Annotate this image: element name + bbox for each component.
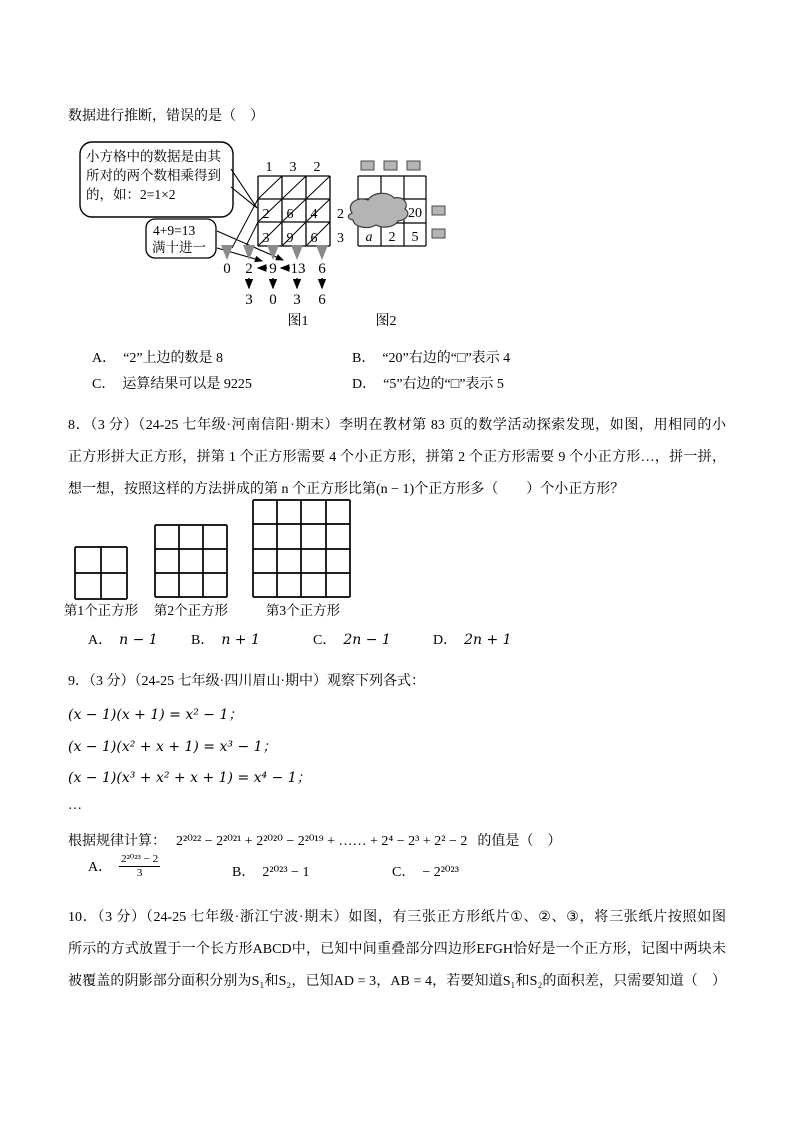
- fig1-result-arrows: [249, 278, 322, 288]
- q7-option-a: [92, 347, 223, 367]
- square2-label: 第2个正方形: [153, 603, 229, 618]
- placeholder-box-icon: [361, 161, 374, 170]
- fig2-cell-20: 20: [408, 206, 422, 221]
- fig1-cell-r1c3: 4: [310, 207, 318, 222]
- option-text: “5”右边的“□”表示 5: [383, 377, 504, 392]
- q8-option-d: [433, 629, 512, 649]
- option-text: 2n + 1: [464, 632, 512, 648]
- fig1-top-label-1: 1: [265, 160, 273, 175]
- q9-rule-label: 根据规律计算：: [68, 834, 166, 849]
- fig1-top-label-3: 3: [289, 160, 297, 175]
- option-text: “20”右边的“□”表示 4: [382, 351, 511, 366]
- speech-bubble-multiply-rule: [80, 142, 257, 217]
- fig1-cell-r2c2: 9: [286, 231, 294, 246]
- option-text: n − 1: [119, 632, 158, 648]
- option-label: B．: [191, 633, 215, 648]
- cloud-blob-icon: [348, 193, 407, 227]
- fig1-sum-2: 2: [245, 261, 253, 277]
- option-label: A．: [92, 351, 117, 366]
- q7-option-c: [92, 373, 252, 393]
- fig1-result-3b: 3: [293, 292, 301, 308]
- fig1-side-label-2: 2: [337, 207, 344, 222]
- q8-option-a: [88, 629, 158, 649]
- fig2-cell-5: 5: [411, 230, 419, 245]
- option-text: 运算结果可以是 9225: [122, 377, 252, 392]
- q9-equation-1: (x − 1)(x + 1) = x² − 1；: [68, 707, 243, 723]
- q9-stem: 9．（3 分）（24-25 七年级·四川眉山·期中）观察下列各式：: [68, 674, 425, 689]
- q10-stem-line2: 所示的方式放置于一个长方形ABCD中，已知中间重叠部分四边形EFGH恰好是一个正方形，记图中两块未: [68, 942, 726, 957]
- q9-option-a: [88, 853, 160, 879]
- option-text: − 2²⁰²³: [422, 865, 459, 880]
- option-text: n + 1: [221, 632, 260, 648]
- option-label: B．: [352, 351, 376, 366]
- q7-option-d: [352, 373, 504, 393]
- fig1-caption: 图1: [287, 314, 309, 329]
- square3-grid: [253, 500, 350, 597]
- q8-option-b: [191, 629, 260, 649]
- q9-equation-2: (x − 1)(x² + x + 1) = x³ − 1；: [68, 739, 277, 755]
- bubble1-line1: 小方格中的数据是由其: [86, 149, 221, 164]
- fig2-covered-grid: [348, 161, 445, 329]
- q7-option-b: [352, 347, 510, 367]
- fig2-caption: 图2: [375, 314, 397, 329]
- q7-stem-tail: 数据进行推断，错误的是（ ）: [68, 109, 264, 124]
- placeholder-box-icon: [432, 229, 445, 238]
- fig1-side-label-3: 3: [337, 231, 344, 246]
- fig1-result-0: 0: [269, 292, 277, 308]
- q8-stem-line1: 8．（3 分）（24-25 七年级·河南信阳·期末）李明在教材第 83 页的数学活动探索发现，如图，用相同的小: [68, 418, 726, 433]
- q9-ellipsis: …: [68, 798, 82, 813]
- q9-option-b: [232, 861, 309, 881]
- bubble2-line2: 满十进一: [152, 240, 206, 255]
- fig2-placeholder-boxes-right: [432, 206, 445, 238]
- option-text: 2n − 1: [343, 632, 391, 648]
- square1-label: 第1个正方形: [63, 603, 139, 618]
- fig1-cell-r2c1: 3: [262, 231, 270, 246]
- fig2-cell-a: a: [365, 230, 373, 245]
- fig1-sum-13: 13: [290, 261, 306, 277]
- q10-stem-line1: 10．（3 分）（24-25 七年级·浙江宁波·期末）如图，有三张正方形纸片①、②、③，将三张纸片按照如图: [68, 910, 726, 925]
- fig2-cell-2: 2: [388, 230, 396, 245]
- fig2-placeholder-boxes-top: [361, 161, 420, 170]
- placeholder-box-icon: [432, 206, 445, 215]
- option-label: C．: [92, 377, 116, 392]
- option-label: D．: [433, 633, 458, 648]
- bubble2-line1: 4+9=13: [153, 223, 196, 238]
- fig1-sum-0: 0: [223, 261, 231, 277]
- bubble1-line2: 所对的两个数相乘得到: [86, 168, 221, 183]
- fig1-diagonal-extensions: [232, 199, 258, 248]
- option-label: D．: [352, 377, 377, 392]
- q8-stem-line2: 正方形拼大正方形，拼第 1 个正方形需要 4 个小正方形，拼第 2 个正方形需要 9 个小正方形…，拼一拼，: [68, 450, 726, 465]
- q8-figure: [60, 495, 380, 623]
- q7-figure: [60, 135, 480, 332]
- option-text: “2”上边的数是 8: [123, 351, 224, 366]
- q9-rule-suffix: 的值是（ ）: [477, 834, 562, 849]
- fig1-cell-r1c1: 2: [262, 207, 270, 222]
- fig1-sum-6: 6: [318, 261, 326, 277]
- fig1-sum-9: 9: [269, 261, 277, 277]
- bubble2-arrow-to-9: [217, 248, 262, 261]
- option-label: A．: [88, 860, 113, 876]
- option-text: 2²⁰²³ − 1: [262, 865, 310, 880]
- option-label: C．: [313, 633, 337, 648]
- q10-stem: [68, 902, 726, 998]
- fig1-result-3a: 3: [245, 292, 253, 308]
- square1-grid: [75, 547, 127, 599]
- fig1-top-label-2: 2: [313, 160, 321, 175]
- square3-label: 第3个正方形: [265, 603, 341, 618]
- q8-stem: [68, 410, 726, 506]
- fraction-denominator: 3: [136, 866, 143, 879]
- fig1-result-6: 6: [318, 292, 326, 308]
- option-label: C．: [392, 865, 416, 880]
- fraction: [119, 853, 160, 879]
- q10-stem-line3: 被覆盖的阴影部分面积分别为S₁和S₂，已知AD = 3，AB = 4，若要知道S₁和S₂的面积差，只需要知道（ ）: [68, 974, 726, 989]
- q8-option-c: [313, 629, 391, 649]
- q9-equation-3: (x − 1)(x³ + x² + x + 1) = x⁴ − 1；: [68, 770, 311, 786]
- q9-rule-expression: 2²⁰²² − 2²⁰²¹ + 2²⁰²⁰ − 2²⁰¹⁹ + …… + 2⁴ − 2³ + 2² − 2: [176, 834, 468, 849]
- placeholder-box-icon: [407, 161, 420, 170]
- option-label: A．: [88, 633, 113, 648]
- square2-grid: [155, 525, 227, 597]
- bubble1-line3: 的，如：2=1×2: [86, 187, 176, 202]
- bubble1-tail: [231, 169, 257, 208]
- fig1-cell-r1c2: 6: [286, 207, 294, 222]
- placeholder-box-icon: [384, 161, 397, 170]
- fraction-numerator: 2²⁰²³ − 2: [121, 853, 159, 865]
- fig1-cell-r2c3: 6: [310, 231, 318, 246]
- q9-option-c: [392, 861, 459, 881]
- q9-rule-line: [68, 826, 726, 858]
- option-label: B．: [232, 865, 256, 880]
- q8-stem-line3: 想一想，按照这样的方法拼成的第 n 个正方形比第(n − 1)个正方形多（ ）个小正方形？: [68, 482, 625, 497]
